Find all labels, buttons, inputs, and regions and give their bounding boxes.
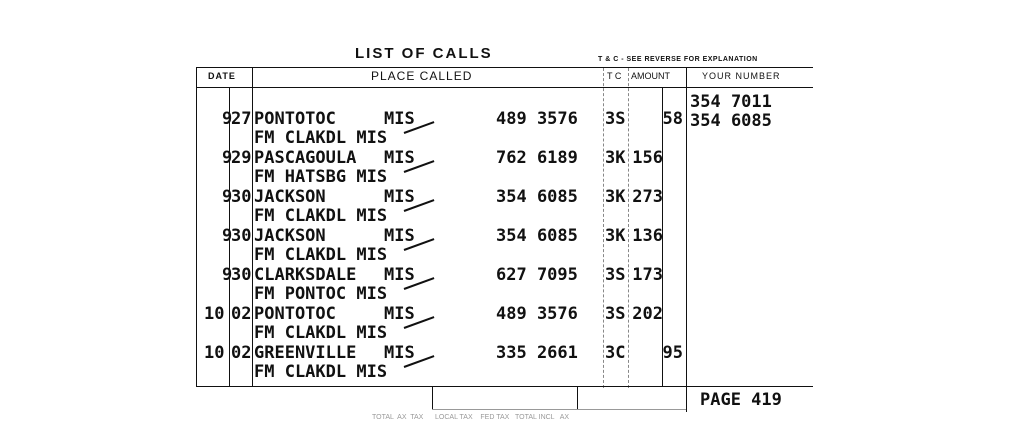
page-number: PAGE 419 — [700, 390, 782, 410]
col-date-header: DATE — [208, 71, 236, 81]
call-date-day: 30 — [231, 187, 252, 207]
call-amount: 95 — [662, 343, 683, 363]
call-number: 354 6085 — [496, 226, 578, 246]
your-number-1: 354 7011 — [690, 92, 772, 112]
your-number-2: 354 6085 — [690, 111, 772, 131]
call-from: FM HATSBG MIS — [254, 167, 388, 187]
col-amount-header: AMOUNT — [631, 71, 670, 81]
call-place: JACKSON — [254, 226, 326, 246]
call-place: JACKSON — [254, 187, 326, 207]
call-date-day: 30 — [231, 226, 252, 246]
call-place: PONTOTOC — [254, 304, 336, 324]
call-from: FM CLAKDL MIS — [254, 245, 388, 265]
call-date-day: 02 — [231, 304, 252, 324]
call-place: GREENVILLE — [254, 343, 357, 363]
col-place-header: PLACE CALLED — [371, 69, 473, 83]
call-amount: 58 — [662, 109, 683, 129]
call-amount: 136 — [632, 226, 663, 246]
call-tc: 3S — [605, 109, 626, 129]
call-date-month: 10 — [204, 343, 225, 363]
call-state: MIS — [384, 148, 415, 168]
call-place: CLARKSDALE — [254, 265, 357, 285]
col-your-number-header: YOUR NUMBER — [702, 71, 781, 81]
call-date-day: 02 — [231, 343, 252, 363]
call-tc: 3K — [605, 148, 626, 168]
call-date-month: 9 — [222, 187, 233, 207]
call-from: FM CLAKDL MIS — [254, 206, 388, 226]
list-title: LIST OF CALLS — [355, 45, 493, 62]
call-state: MIS — [384, 265, 415, 285]
call-state: MIS — [384, 187, 415, 207]
call-number: 489 3576 — [496, 304, 578, 324]
call-amount: 173 — [632, 265, 663, 285]
call-tc: 3S — [605, 304, 626, 324]
call-date-month: 9 — [222, 109, 233, 129]
call-date-month: 9 — [222, 148, 233, 168]
call-number: 489 3576 — [496, 109, 578, 129]
call-state: MIS — [384, 304, 415, 324]
call-amount: 273 — [632, 187, 663, 207]
call-tc: 3K — [605, 226, 626, 246]
call-state: MIS — [384, 109, 415, 129]
call-place: PONTOTOC — [254, 109, 336, 129]
call-place: PASCAGOULA — [254, 148, 357, 168]
call-number: 354 6085 — [496, 187, 578, 207]
call-number: 335 2661 — [496, 343, 578, 363]
call-number: 762 6189 — [496, 148, 578, 168]
call-state: MIS — [384, 343, 415, 363]
totals-footer: TOTAL AX TAX LOCAL TAX FED TAX TOTAL INCL AX — [372, 414, 570, 421]
tc-note: T & C - SEE REVERSE FOR EXPLANATION — [598, 56, 758, 63]
call-tc: 3K — [605, 187, 626, 207]
call-date-month: 9 — [222, 226, 233, 246]
call-date-day: 27 — [231, 109, 252, 129]
call-tc: 3C — [605, 343, 626, 363]
call-amount: 156 — [632, 148, 663, 168]
call-from: FM PONTOC MIS — [254, 284, 388, 304]
call-date-month: 10 — [204, 304, 225, 324]
call-from: FM CLAKDL MIS — [254, 128, 388, 148]
call-date-month: 9 — [222, 265, 233, 285]
call-tc: 3S — [605, 265, 626, 285]
call-date-day: 30 — [231, 265, 252, 285]
col-tc-header: T C — [607, 71, 622, 81]
call-date-day: 29 — [231, 148, 252, 168]
call-from: FM CLAKDL MIS — [254, 323, 388, 343]
call-from: FM CLAKDL MIS — [254, 362, 388, 382]
call-amount: 202 — [632, 304, 663, 324]
call-state: MIS — [384, 226, 415, 246]
call-number: 627 7095 — [496, 265, 578, 285]
